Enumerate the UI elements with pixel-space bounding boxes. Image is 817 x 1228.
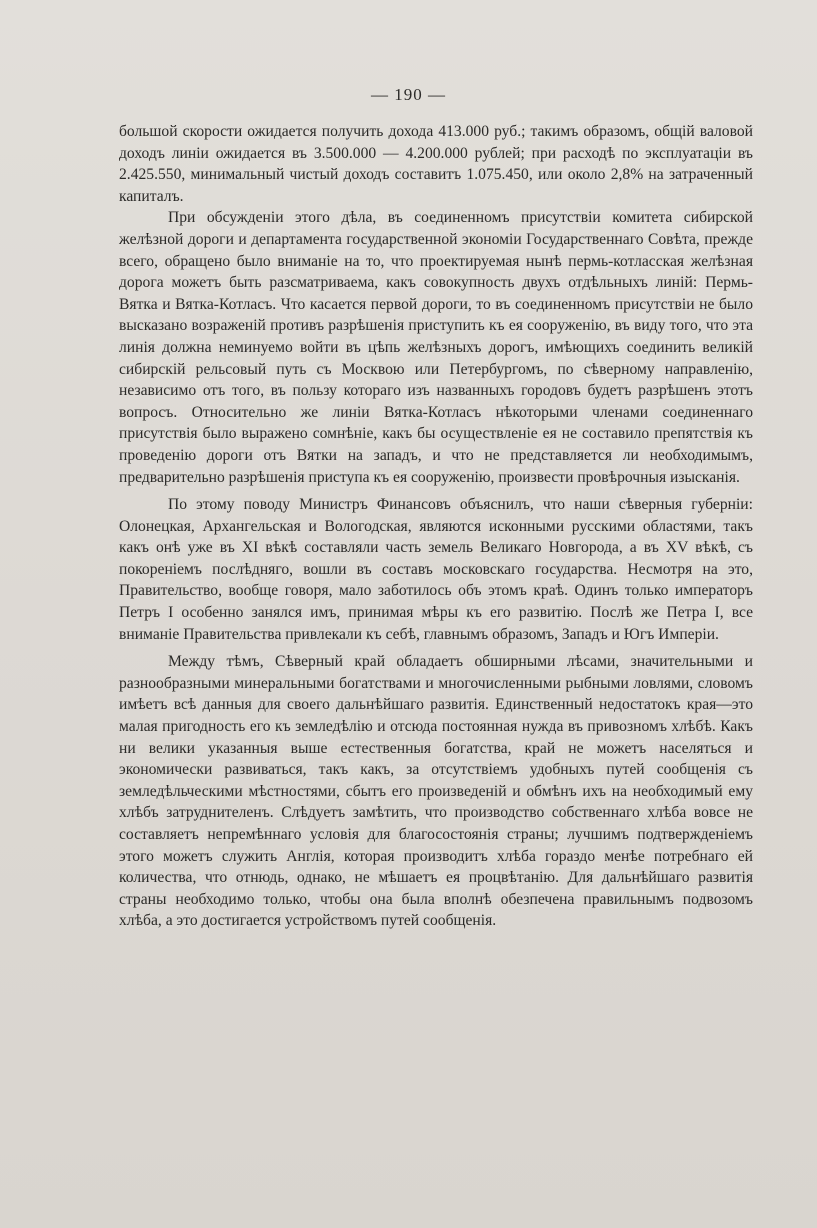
paragraph-2: При обсужденіи этого дѣла, въ соединенномъ присутствіи комитета сибирской желѣзной дороги и департамента государственной экономіи Государственнаго Совѣта, прежде всего, обращено было вниманіе на то, что проектируемая нынѣ пермь-котласская желѣзная дорога можетъ быть разсматриваема, какъ совокупность двухъ отдѣльныхъ линій: Пермь-Вятка и Вятка-Котласъ. Что касается первой дороги, то въ соединенномъ присутствіи не было высказано возраженій противъ разрѣшенія приступить къ ея сооруженію, въ виду того, что эта линія должна неминуемо войти въ цѣпь желѣзныхъ дорогъ, имѣющихъ соединить великій сибирскій рельсовый путь съ Москвою или Петербургомъ, по сѣверному направленію, независимо отъ того, въ пользу котораго изъ названныхъ городовъ будетъ разрѣшенъ этотъ вопросъ. Относительно же линіи Вятка-Котласъ нѣкоторыми членами соединеннаго присутствія было выражено сомнѣніе, какъ бы осуществленіе ея не составило препятствія къ проведенію дороги отъ Вятки на западъ, и что не представляется ли необходимымъ, предварительно разрѣшенія приступа къ ея сооруженію, произвести провѣрочныя изысканія. [119,209,753,486]
paragraph-3: По этому поводу Министръ Финансовъ объяснилъ, что наши сѣверныя губерніи: Олонецкая, Архангельская и Вологодская, являются исконными русскими областями, такъ какъ онѣ уже въ XI вѣкѣ составляли часть земель Великаго Новгорода, а въ XV вѣкѣ, съ покореніемъ послѣдняго, вошли въ составъ московскаго государства. Несмотря на это, Правительство, вообще говоря, мало заботилось объ этомъ краѣ. Одинъ только императоръ Петръ I особенно занялся имъ, принимая мѣры къ его развитію. Послѣ же Петра I, все вниманіе Правительства привлекали къ себѣ, главнымъ образомъ, Западъ и Югъ Имперіи. [119,496,753,643]
body-text [119,121,753,932]
paragraph-1: большой скорости ожидается получить дохода 413.000 руб.; такимъ образомъ, общій валовой доходъ линіи ожидается въ 3.500.000 — 4.200.000 рублей; при расходѣ по эксплуатаціи въ 2.425.550, минимальный чистый доходъ составитъ 1.075.450, или около 2,8% на затраченный капиталъ. [119,123,753,205]
paragraph-4: Между тѣмъ, Сѣверный край обладаетъ обширными лѣсами, значительными и разнообразными минеральными богатствами и многочисленными рыбными ловлями, словомъ имѣетъ всѣ данныя для своего дальнѣйшаго развитія. Единственный недостатокъ края—это малая пригодность его къ земледѣлію и отсюда постоянная нужда въ привозномъ хлѣбѣ. Какъ ни велики указанныя выше естественныя богатства, край не можетъ населяться и экономически развиваться, такъ какъ, за отсутствіемъ удобныхъ путей сообщенія съ земледѣльческими мѣстностями, сбытъ его произведеній и обмѣнъ ихъ на необходимый ему хлѣбъ затруднителенъ. Слѣдуетъ замѣтить, что производство собственнаго хлѣба вовсе не составляетъ непремѣннаго условія для благосостоянія страны; лучшимъ подтвержденіемъ этого можетъ служить Англія, которая производитъ хлѣба гораздо менѣе потребнаго ей количества, что отнюдь, однако, не мѣшаетъ ея процвѣтанію. Для дальнѣйшаго развитія страны необходимо только, чтобы она была вполнѣ обезпечена правильнымъ подвозомъ хлѣба, а это достигается устройствомъ путей сообщенія. [119,653,753,930]
page-number: — 190 — [371,85,446,104]
